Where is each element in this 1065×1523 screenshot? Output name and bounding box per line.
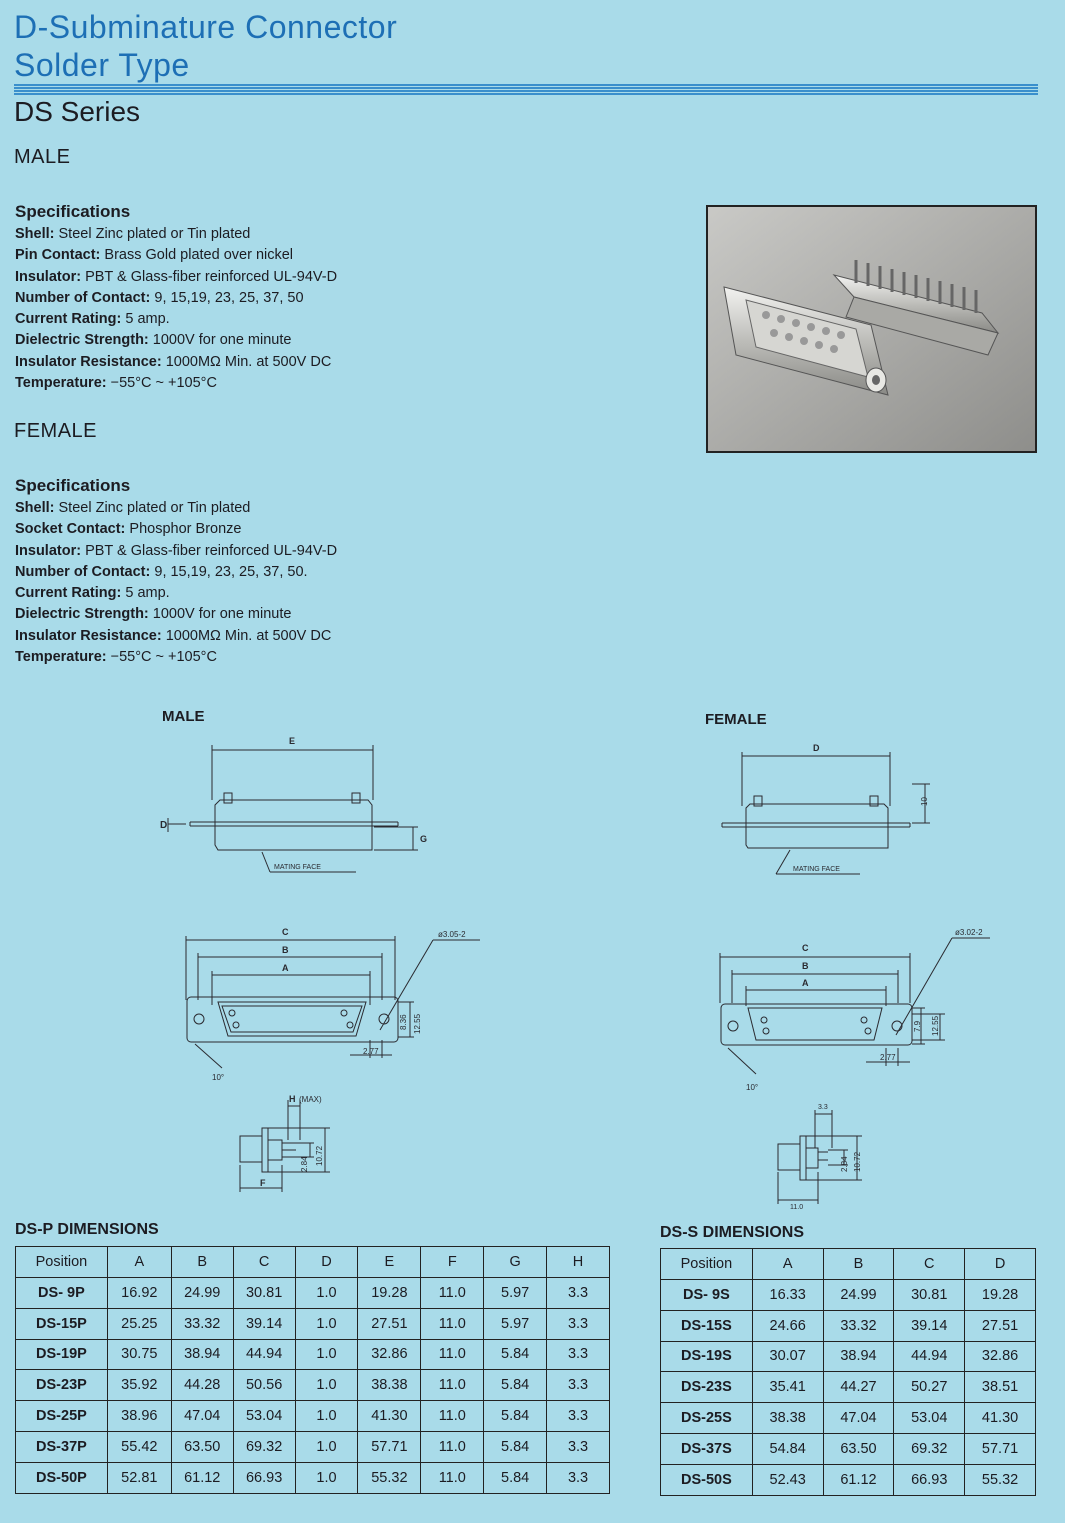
dimension-cell: 44.28 [171,1370,233,1401]
dimension-cell: 50.56 [233,1370,295,1401]
dim-label-g: G [420,834,428,844]
dimension-cell: 3.3 [547,1462,610,1493]
column-header: C [894,1249,965,1280]
table-row [661,1310,1036,1341]
dimension-cell: 24.66 [752,1310,823,1341]
dimension-cell: 5.84 [484,1401,547,1432]
dimension-cell: 3.3 [547,1339,610,1370]
spec-row: Number of Contact: 9, 15,19, 23, 25, 37, 50. [15,563,308,580]
dimension-cell: 44.94 [894,1341,965,1372]
dimension-cell: 39.14 [233,1308,295,1339]
title-line-1: D-Subminature Connector [14,9,398,45]
dimension-cell: 30.81 [233,1278,295,1309]
table-row [661,1464,1036,1495]
dimension-cell: 53.04 [894,1403,965,1434]
male-heading: MALE [14,146,71,168]
dimension-cell: 44.27 [823,1372,894,1403]
spec-row: Temperature: −55°C ~ +105°C [15,375,217,392]
column-header: Position [661,1249,753,1280]
dim-33: 3.3 [818,1104,828,1111]
dimension-cell: 38.38 [358,1370,421,1401]
dimension-cell: 3.3 [547,1370,610,1401]
table-row [16,1339,610,1370]
dim-hmax: (MAX) [299,1095,322,1104]
spec-row: Insulator Resistance: 1000MΩ Min. at 500V DC [15,353,332,370]
dss-table-title: DS-S DIMENSIONS [660,1224,805,1241]
dim-10deg-female: 10° [746,1083,759,1092]
male-mating-face: MATING FACE [274,864,321,871]
dimension-cell: 50.27 [894,1372,965,1403]
spec-row: Shell: Steel Zinc plated or Tin plated [15,500,251,516]
dim-79: 7.9 [913,1020,922,1032]
column-header: A [752,1249,823,1280]
dimension-cell: 63.50 [171,1431,233,1462]
spec-row: Current Rating: 5 amp. [15,585,170,602]
table-row [661,1433,1036,1464]
female-spec-title: Specifications [15,476,131,495]
dimension-cell: 38.94 [823,1341,894,1372]
table-row [661,1280,1036,1311]
dim-1072-male: 10.72 [315,1145,324,1166]
dim-1072-female: 10.72 [853,1151,862,1172]
technical-drawings [0,730,1065,1210]
dimension-cell: 1.0 [295,1339,358,1370]
male-hole-dim: ø3.05-2 [438,930,466,939]
dim-284-male: 2.84 [300,1156,309,1172]
position-cell: DS-25S [661,1403,753,1434]
dim-label-female-d: D [813,743,820,753]
dimension-cell: 69.32 [894,1433,965,1464]
table-header-row [16,1247,610,1278]
dimension-cell: 5.97 [484,1308,547,1339]
dimension-cell: 1.0 [295,1462,358,1493]
dim-label-female-b: B [802,961,809,971]
spec-row: Insulator: PBT & Glass-fiber reinforced UL-94V-D [15,542,338,559]
spec-row: Insulator Resistance: 1000MΩ Min. at 500V DC [15,627,332,644]
spec-row: Insulator: PBT & Glass-fiber reinforced UL-94V-D [15,268,338,285]
dim-10deg-male: 10° [212,1073,225,1082]
dimension-cell: 33.32 [823,1310,894,1341]
dimension-cell: 35.41 [752,1372,823,1403]
dimension-cell: 32.86 [358,1339,421,1370]
dimension-cell: 30.07 [752,1341,823,1372]
dimension-cell: 55.32 [358,1462,421,1493]
dimension-cell: 11.0 [421,1401,484,1432]
dimension-cell: 19.28 [965,1280,1036,1311]
dim-277-male: 2.77 [363,1047,379,1056]
dimension-cell: 30.81 [894,1280,965,1311]
dim-label-d: D [160,820,168,831]
female-mating-face: MATING FACE [793,866,840,873]
dimension-cell: 54.84 [752,1433,823,1464]
dim-10: 10 [920,797,929,806]
position-cell: DS-37P [16,1431,108,1462]
dimension-cell: 57.71 [965,1433,1036,1464]
table-row [16,1462,610,1493]
dim-label-b: B [282,945,289,955]
table-row [16,1308,610,1339]
table-header-row [661,1249,1036,1280]
dimension-cell: 44.94 [233,1339,295,1370]
dim-label-a: A [282,963,289,973]
dimension-cell: 1.0 [295,1401,358,1432]
dim-836: 8.36 [399,1014,408,1030]
dimension-cell: 24.99 [171,1278,233,1309]
column-header: D [295,1247,358,1278]
dimension-cell: 1.0 [295,1370,358,1401]
dimension-cell: 5.84 [484,1339,547,1370]
dimension-cell: 11.0 [421,1308,484,1339]
dimension-cell: 24.99 [823,1280,894,1311]
female-hole-dim: ø3.02-2 [955,928,983,937]
dimension-cell: 3.3 [547,1278,610,1309]
dimension-cell: 30.75 [107,1339,171,1370]
position-cell: DS-23P [16,1370,108,1401]
position-cell: DS-25P [16,1401,108,1432]
dimension-cell: 38.94 [171,1339,233,1370]
position-cell: DS-23S [661,1372,753,1403]
dimension-cell: 3.3 [547,1431,610,1462]
dimension-cell: 53.04 [233,1401,295,1432]
dim-label-h: H [289,1094,296,1104]
spec-row: Shell: Steel Zinc plated or Tin plated [15,226,251,242]
female-small-side-view [778,1110,862,1204]
title-rule [14,84,1038,96]
female-spec-list [15,498,337,668]
spec-row: Socket Contact: Phosphor Bronze [15,521,242,538]
dimension-cell: 1.0 [295,1431,358,1462]
dimension-cell: 1.0 [295,1308,358,1339]
male-side-view [168,745,418,872]
dimension-cell: 11.0 [421,1431,484,1462]
position-cell: DS- 9S [661,1280,753,1311]
dimension-cell: 5.97 [484,1278,547,1309]
dimension-cell: 39.14 [894,1310,965,1341]
connector-photo-image [706,205,1037,453]
male-spec-list [15,224,337,394]
dimension-cell: 41.30 [358,1401,421,1432]
dim-110: 11.0 [790,1204,804,1210]
female-front-view [720,938,990,1074]
table-row [16,1401,610,1432]
dim-1255-female: 12.55 [931,1015,940,1036]
column-header: G [484,1247,547,1278]
position-cell: DS- 9P [16,1278,108,1309]
dsp-table-title: DS-P DIMENSIONS [15,1221,159,1238]
dimension-cell: 1.0 [295,1278,358,1309]
table-row [661,1403,1036,1434]
dimension-cell: 11.0 [421,1462,484,1493]
table-row [16,1278,610,1309]
position-cell: DS-50P [16,1462,108,1493]
position-cell: DS-19S [661,1341,753,1372]
connector-photo [706,205,1037,453]
dimension-cell: 66.93 [894,1464,965,1495]
dimension-cell: 61.12 [823,1464,894,1495]
dimension-cell: 52.43 [752,1464,823,1495]
dimension-cell: 69.32 [233,1431,295,1462]
dimension-cell: 47.04 [171,1401,233,1432]
dimension-cell: 3.3 [547,1401,610,1432]
female-side-view [722,752,930,874]
dim-label-e: E [289,736,296,746]
dimension-cell: 33.32 [171,1308,233,1339]
column-header: Position [16,1247,108,1278]
dimension-cell: 27.51 [358,1308,421,1339]
female-heading: FEMALE [14,420,98,442]
dimension-cell: 47.04 [823,1403,894,1434]
column-header: C [233,1247,295,1278]
spec-row: Pin Contact: Brass Gold plated over nickel [15,247,294,264]
dimension-cell: 63.50 [823,1433,894,1464]
dimension-cell: 66.93 [233,1462,295,1493]
dim-label-female-a: A [802,978,809,988]
dimension-cell: 16.33 [752,1280,823,1311]
position-cell: DS-50S [661,1464,753,1495]
column-header: D [965,1249,1036,1280]
dimension-cell: 19.28 [358,1278,421,1309]
spec-row: Dielectric Strength: 1000V for one minute [15,332,292,349]
column-header: F [421,1247,484,1278]
dimension-cell: 55.42 [107,1431,171,1462]
table-row [661,1372,1036,1403]
dimension-cell: 27.51 [965,1310,1036,1341]
position-cell: DS-19P [16,1339,108,1370]
dimension-cell: 11.0 [421,1370,484,1401]
dimension-cell: 5.84 [484,1370,547,1401]
dimension-cell: 55.32 [965,1464,1036,1495]
position-cell: DS-37S [661,1433,753,1464]
title-line-2: Solder Type [14,47,190,83]
column-header: B [823,1249,894,1280]
dim-label-f: F [260,1178,266,1188]
dimension-cell: 11.0 [421,1339,484,1370]
spec-row: Number of Contact: 9, 15,19, 23, 25, 37, 50 [15,289,304,306]
dimension-cell: 16.92 [107,1278,171,1309]
male-spec-title: Specifications [15,202,131,221]
dimension-cell: 25.25 [107,1308,171,1339]
column-header: B [171,1247,233,1278]
dimension-cell: 5.84 [484,1462,547,1493]
female-drawing-label: FEMALE [705,711,767,728]
dss-dimensions-table [660,1248,1036,1496]
spec-row: Current Rating: 5 amp. [15,311,170,328]
dim-label-female-c: C [802,943,809,953]
page-title [14,8,397,84]
dimension-cell: 61.12 [171,1462,233,1493]
dimension-cell: 38.38 [752,1403,823,1434]
dim-284-female: 2.84 [840,1156,849,1172]
column-header: E [358,1247,421,1278]
column-header: A [107,1247,171,1278]
table-row [661,1341,1036,1372]
dsp-dimensions-table [15,1246,610,1494]
dimension-cell: 57.71 [358,1431,421,1462]
male-front-view [186,936,480,1068]
dimension-cell: 52.81 [107,1462,171,1493]
dimension-cell: 38.96 [107,1401,171,1432]
table-row [16,1370,610,1401]
table-row [16,1431,610,1462]
position-cell: DS-15S [661,1310,753,1341]
dimension-cell: 38.51 [965,1372,1036,1403]
dimension-cell: 5.84 [484,1431,547,1462]
dimension-cell: 32.86 [965,1341,1036,1372]
dimension-cell: 3.3 [547,1308,610,1339]
dimension-cell: 41.30 [965,1403,1036,1434]
spec-row: Dielectric Strength: 1000V for one minute [15,606,292,623]
dim-277-female: 2.77 [880,1053,896,1062]
series-title: DS Series [14,96,141,127]
spec-row: Temperature: −55°C ~ +105°C [15,649,217,666]
dim-label-c: C [282,927,289,937]
column-header: H [547,1247,610,1278]
position-cell: DS-15P [16,1308,108,1339]
dimension-cell: 35.92 [107,1370,171,1401]
dim-1255-male: 12.55 [413,1013,422,1034]
male-drawing-label: MALE [162,708,205,725]
dimension-cell: 11.0 [421,1278,484,1309]
